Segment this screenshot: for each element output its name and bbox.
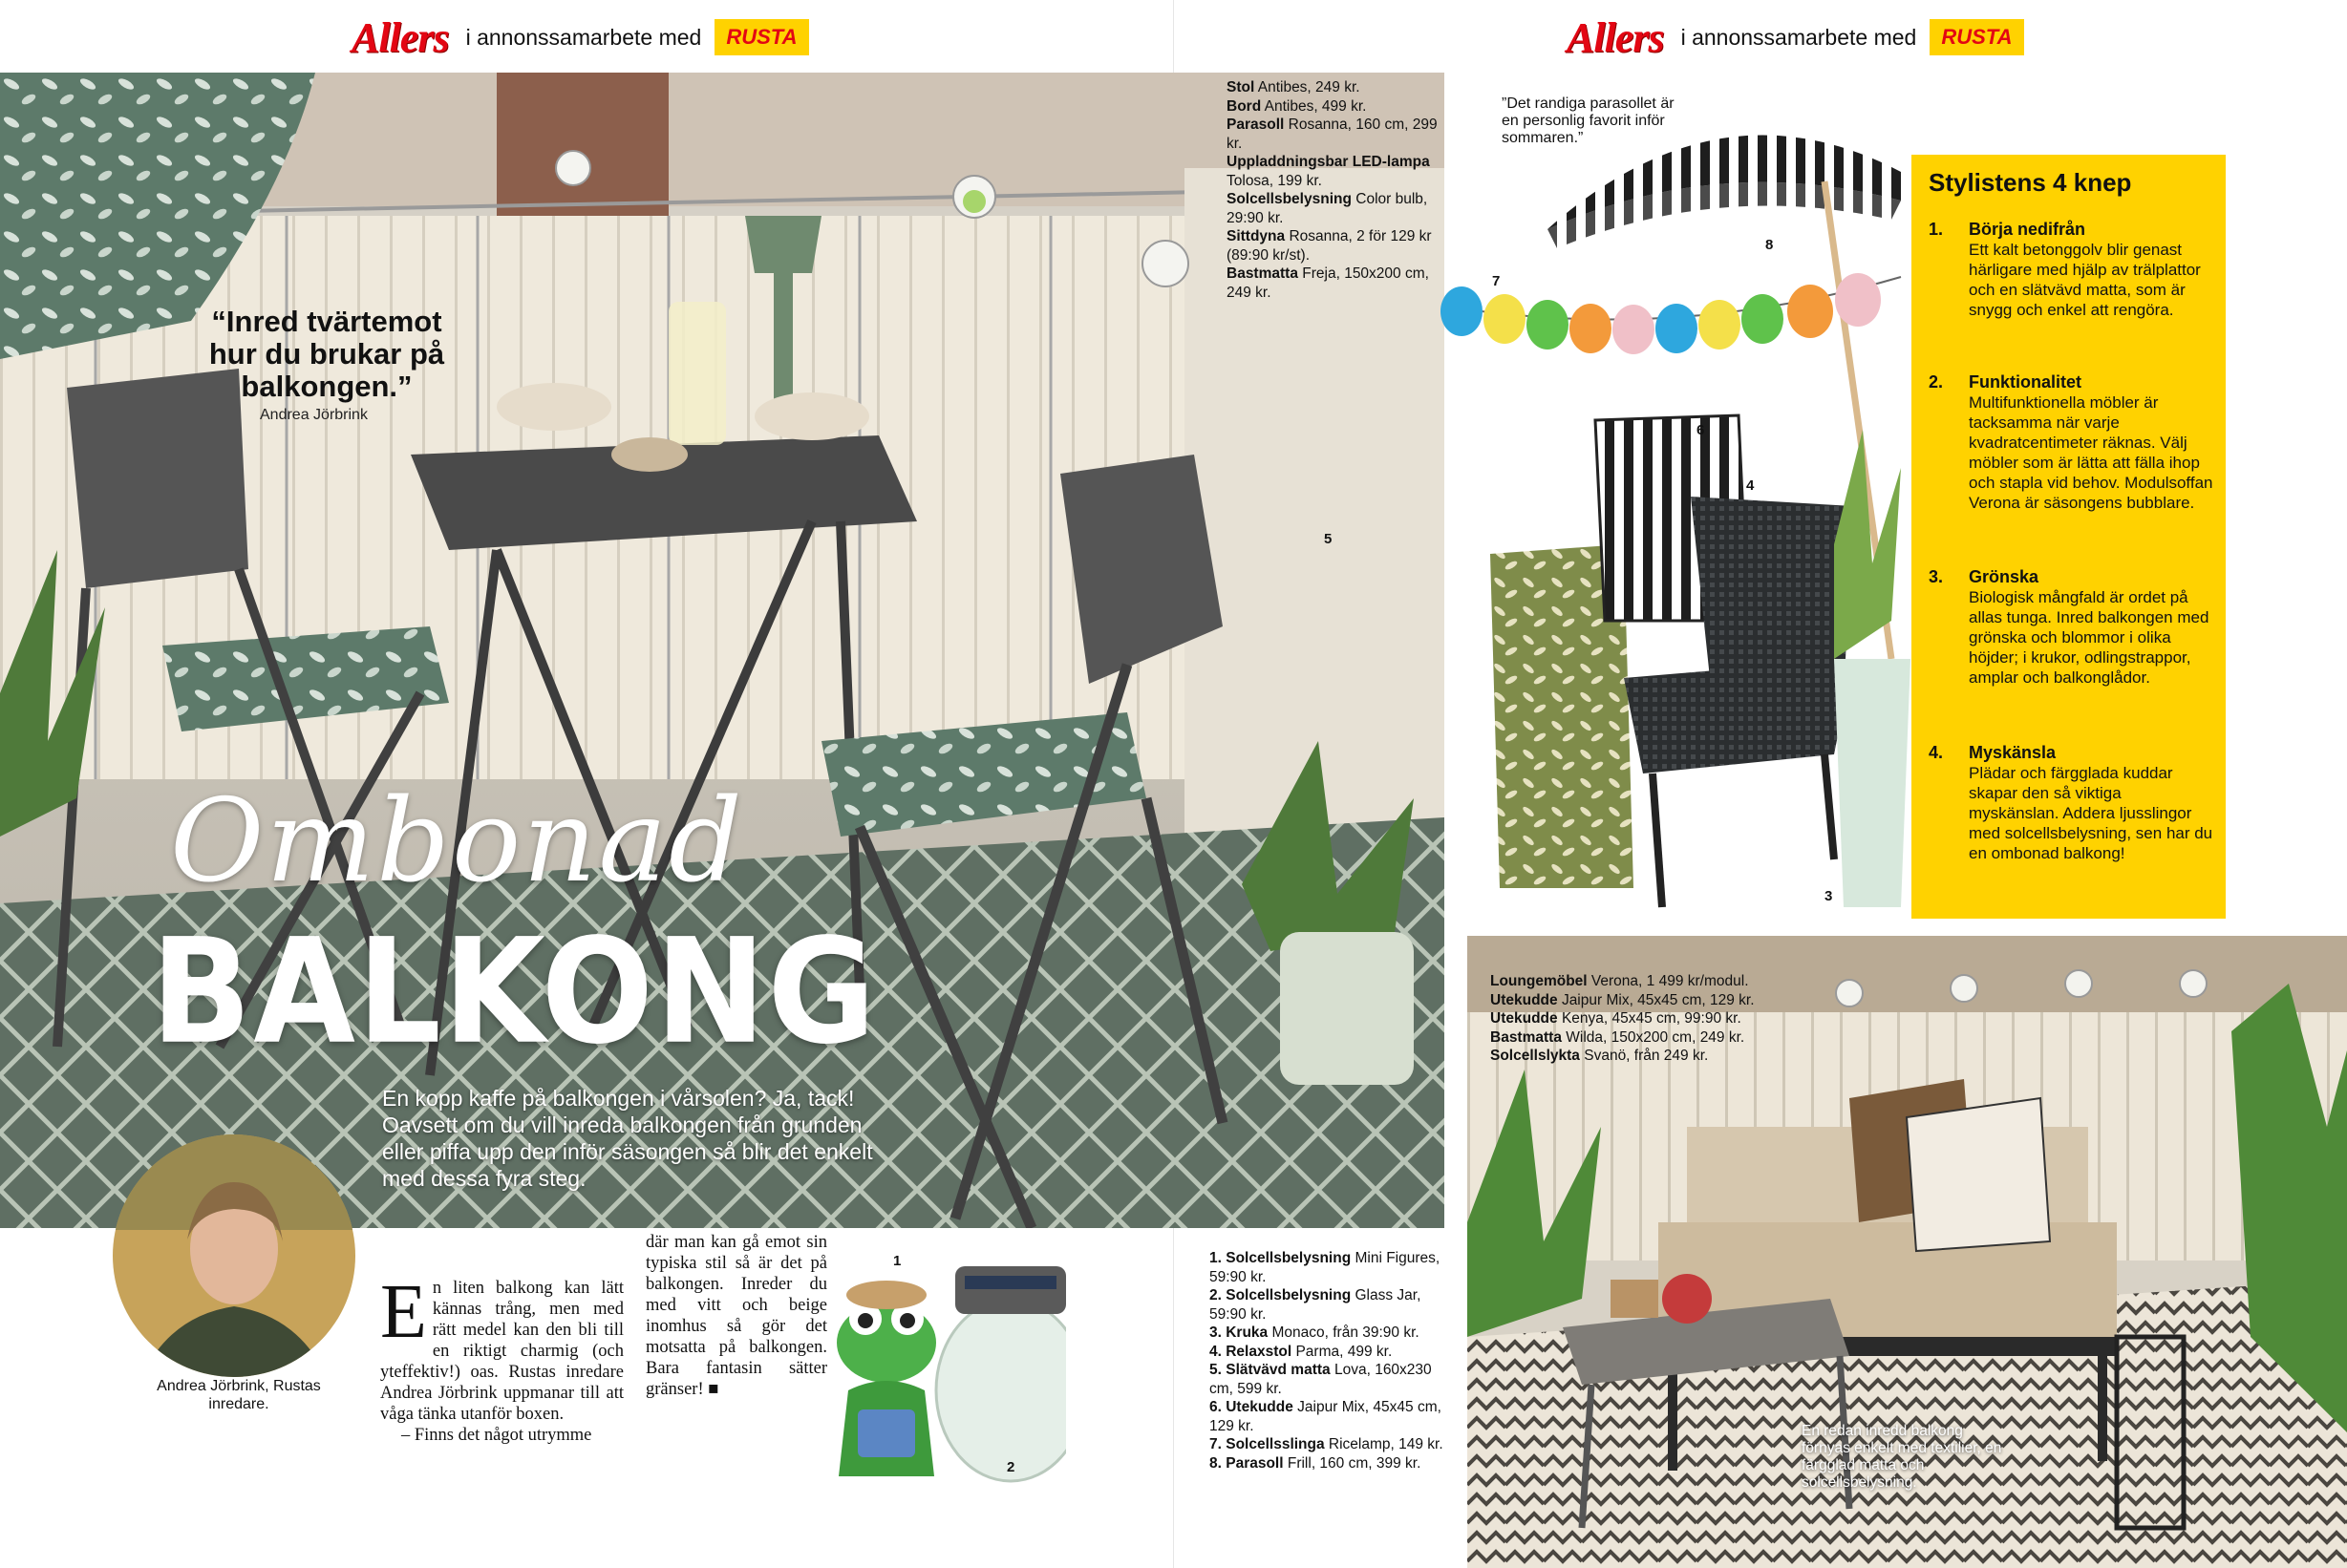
product-collage [1433,86,1910,926]
product-entry: Sittdyna Rosanna, 2 för 129 kr (89:90 kr/st). [1227,228,1432,264]
product-entry: Bastmatta Freja, 150x200 cm, 249 kr. [1227,265,1429,301]
title-script: Ombonad [170,775,744,908]
product-entry: 3. Kruka Monaco, från 39:90 kr. [1209,1324,1419,1341]
tip-item: 4. Myskänsla Plädar och färgglada kuddar skapar den så viktiga myskänslan. Addera ljusslingor med solcellsbelysning, sen har du en ombonad balkong! [1929,743,2213,862]
header-left [352,13,809,61]
product-entry: 8. Parasoll Frill, 160 cm, 399 kr. [1209,1454,1421,1472]
number-label-2: 2 [1007,1459,1015,1475]
allers-logo: Allers [352,13,449,61]
header-right [1567,13,2024,61]
product-entry: Parasoll Rosanna, 160 cm, 299 kr. [1227,117,1438,152]
product-entry: 7. Solcellsslinga Ricelamp, 149 kr. [1209,1436,1443,1452]
lounge-photo-caption: En redan inredd balkong förnyas enkelt med textilier, en färgglad matta och solcellsbelysning. [1802,1423,2002,1491]
product-entry: Stol Antibes, 249 kr. [1227,79,1360,95]
product-entry: Loungemöbel Verona, 1 499 kr/modul. [1490,973,1749,989]
rusta-logo: RUSTA [715,19,808,55]
lead-text: En kopp kaffe på balkongen i vårsolen? Ja, tack! Oavsett om du vill inreda balkongen från grunden eller piffa upp den inför säsongen så blir det enkelt med dessa fyra steg. [382,1086,873,1191]
product-entry: Solcellslykta Svanö, från 249 kr. [1490,1048,1709,1064]
product-list-lounge [1490,972,1834,1066]
header-text: i annonssamarbete med [1680,24,1917,50]
number-label-3: 3 [1824,888,1833,904]
product-entry: Bastmatta Wilda, 150x200 cm, 249 kr. [1490,1028,1745,1046]
parasol-quote: ”Det randiga parasollet är en personlig favorit inför sommaren.” [1502,95,1675,146]
header-text: i annonssamarbete med [465,24,702,50]
number-label-5: 5 [1324,531,1333,547]
allers-logo: Allers [1567,13,1664,61]
product-entry: 4. Relaxstol Parma, 499 kr. [1209,1343,1393,1360]
product-entry: Uppladdningsbar LED-lampa Tolosa, 199 kr. [1227,154,1430,189]
product-entry: 5. Slätvävd matta Lova, 160x230 cm, 599 kr. [1209,1362,1432,1397]
tip-item: 3. Grönska Biologisk mångfald är ordet på allas tunga. Inred balkongen med grönska och blommor i olika höjder; i krukor, odlingstrappor, amplar och balkonglådor. [1929,567,2209,687]
product-entry: 2. Solcellsbelysning Glass Jar, 59:90 kr. [1209,1287,1421,1323]
number-label-4: 4 [1746,477,1755,494]
product-entry: Utekudde Jaipur Mix, 45x45 cm, 129 kr. [1490,991,1755,1008]
number-label-8: 8 [1765,237,1774,253]
number-label-6: 6 [1696,422,1705,438]
tip-item: 2. Funktionalitet Multifunktionella möbler är tacksamma när varje kvadratcentimeter räknas. Välj möbler som är lätta att fälla ihop och stapla vid behov. Modulsoffan Verona är säsongens bubblare. [1929,372,2213,512]
stylist-tips-box [1911,155,2226,919]
product-entry: 1. Solcellsbelysning Mini Figures, 59:90 kr. [1209,1250,1440,1285]
main-quote: “Inred tvärtemot hur du brukar på balkongen.” [208,305,445,403]
title-big: BALKONG [151,907,878,1077]
number-label-7: 7 [1492,273,1501,289]
product-entry: Bord Antibes, 499 kr. [1227,97,1367,115]
tip-item: 1. Börja nedifrån Ett kalt betonggolv blir genast härligare med hjälp av trälplattor och en slätvävd matta, som är snygg och enkel att rengöra. [1929,220,2201,319]
number-label-1: 1 [893,1253,902,1269]
body-column-2: där man kan gå emot sin typiska stil så är det på balkongen. Inreder du med vitt och beige inomhus så gör det motsatta på balkongen. Bara fantasin sätter gränser! ■ [646,1233,827,1399]
portrait-photo [113,1134,355,1377]
quote-author: Andrea Jörbrink [260,407,368,423]
product-list-items [1209,1249,1448,1473]
portrait-caption: Andrea Jörbrink, Rustas inredare. [157,1378,321,1412]
product-solar-lights-photo [829,1247,1066,1495]
body-column-1: En liten balkong kan lätt kännas trång, men med rätt medel kan den bli till en riktigt charmig (och yteffektiv!) oas. Rustas inredare Andrea Jörbrink uppmanar till att våga tänka utanför boxen. – Finns det något utrymme [380,1270,624,1445]
dropcap: E [380,1270,427,1354]
product-list-main [1227,78,1446,302]
tips-title: Stylistens 4 knep [1929,168,2132,197]
product-entry: 6. Utekudde Jaipur Mix, 45x45 cm, 129 kr. [1209,1399,1441,1434]
rusta-logo: RUSTA [1930,19,2023,55]
product-entry: Utekudde Kenya, 45x45 cm, 99:90 kr. [1490,1010,1741,1027]
product-entry: Solcellsbelysning Color bulb, 29:90 kr. [1227,191,1428,226]
